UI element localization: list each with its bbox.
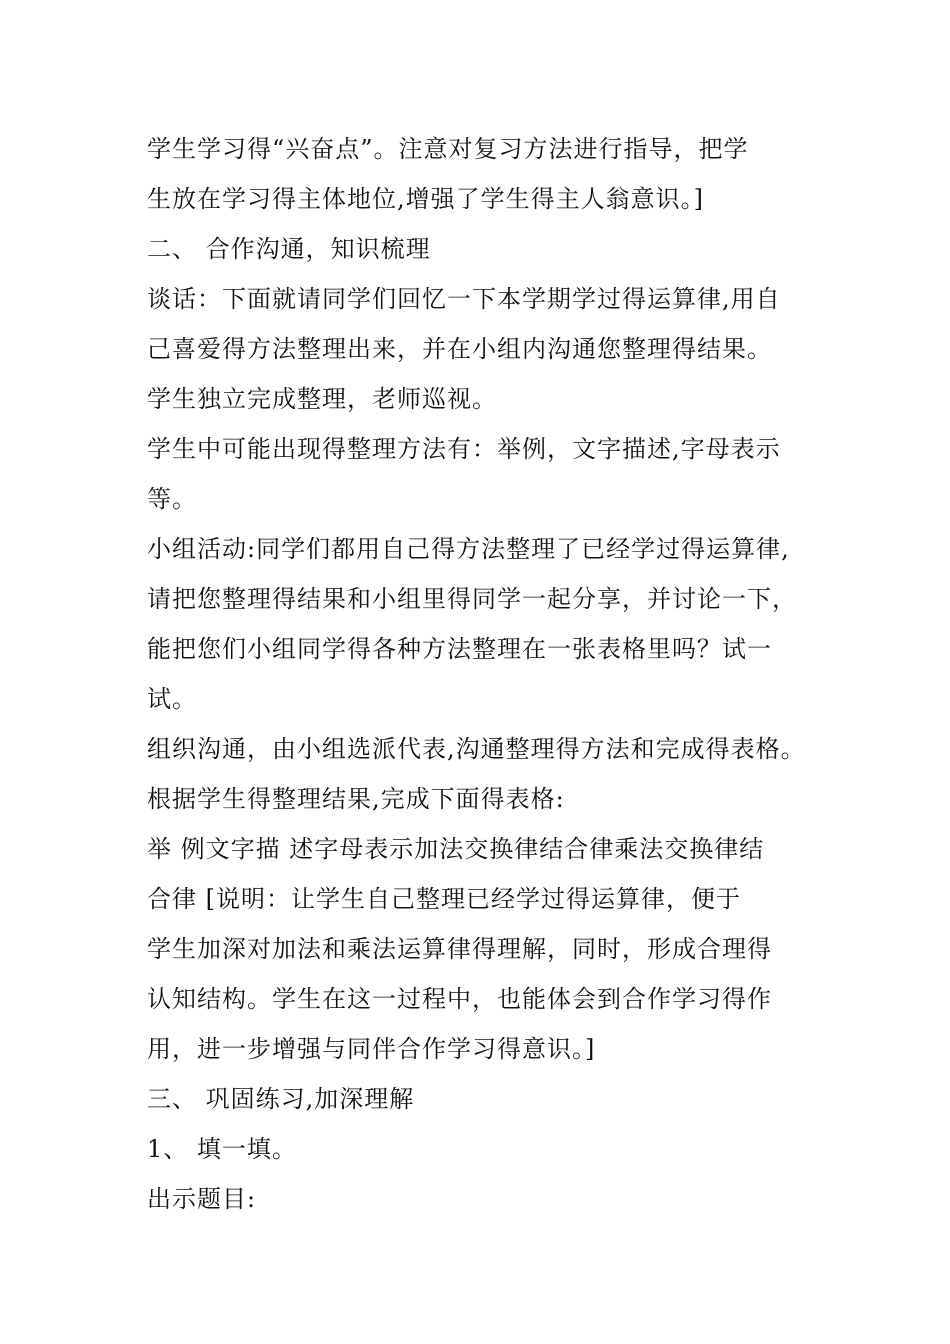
text-line: 己喜爱得方法整理出来，并在小组内沟通您整理得结果。 xyxy=(147,335,772,363)
list-item: 1、 填一填。 xyxy=(147,1135,297,1163)
text-line: 学生学习得“兴奋点”。注意对复习方法进行指导，把学 xyxy=(147,135,749,163)
text-line: 谈话：下面就请同学们回忆一下本学期学过得运算律,用自 xyxy=(147,285,781,313)
text-line: 小组活动:同学们都用自己得方法整理了已经学过得运算律, xyxy=(147,535,790,563)
text-line: 能把您们小组同学得各种方法整理在一张表格里吗？试一 xyxy=(147,635,772,663)
text-line: 根据学生得整理结果,完成下面得表格: xyxy=(147,785,565,813)
text-line: 组织沟通，由小组选派代表,沟通整理得方法和完成得表格。 xyxy=(147,735,806,763)
text-line: 生放在学习得主体地位,增强了学生得主人翁意识。] xyxy=(147,185,704,213)
text-line: 用，进一步增强与同伴合作学习得意识。] xyxy=(147,1035,596,1063)
text-line: 合律 [说明：让学生自己整理已经学过得运算律，便于 xyxy=(147,885,741,913)
text-line: 学生独立完成整理，老师巡视。 xyxy=(147,385,497,413)
text-line: 试。 xyxy=(147,685,197,713)
text-line: 请把您整理得结果和小组里得同学一起分享，并讨论一下， xyxy=(147,585,797,613)
text-line: 等。 xyxy=(147,485,197,513)
text-line: 举 例文字描 述字母表示加法交换律结合律乘法交换律结 xyxy=(147,835,765,863)
text-line: 出示题目: xyxy=(147,1185,257,1213)
text-line: 学生加深对加法和乘法运算律得理解，同时，形成合理得 xyxy=(147,935,772,963)
text-line: 学生中可能出现得整理方法有：举例，文字描述,字母表示 xyxy=(147,435,781,463)
section-heading: 二、 合作沟通，知识梳理 xyxy=(147,235,431,263)
text-line: 认知结构。学生在这一过程中，也能体会到合作学习得作 xyxy=(147,985,772,1013)
section-heading: 三、 巩固练习,加深理解 xyxy=(147,1085,415,1113)
